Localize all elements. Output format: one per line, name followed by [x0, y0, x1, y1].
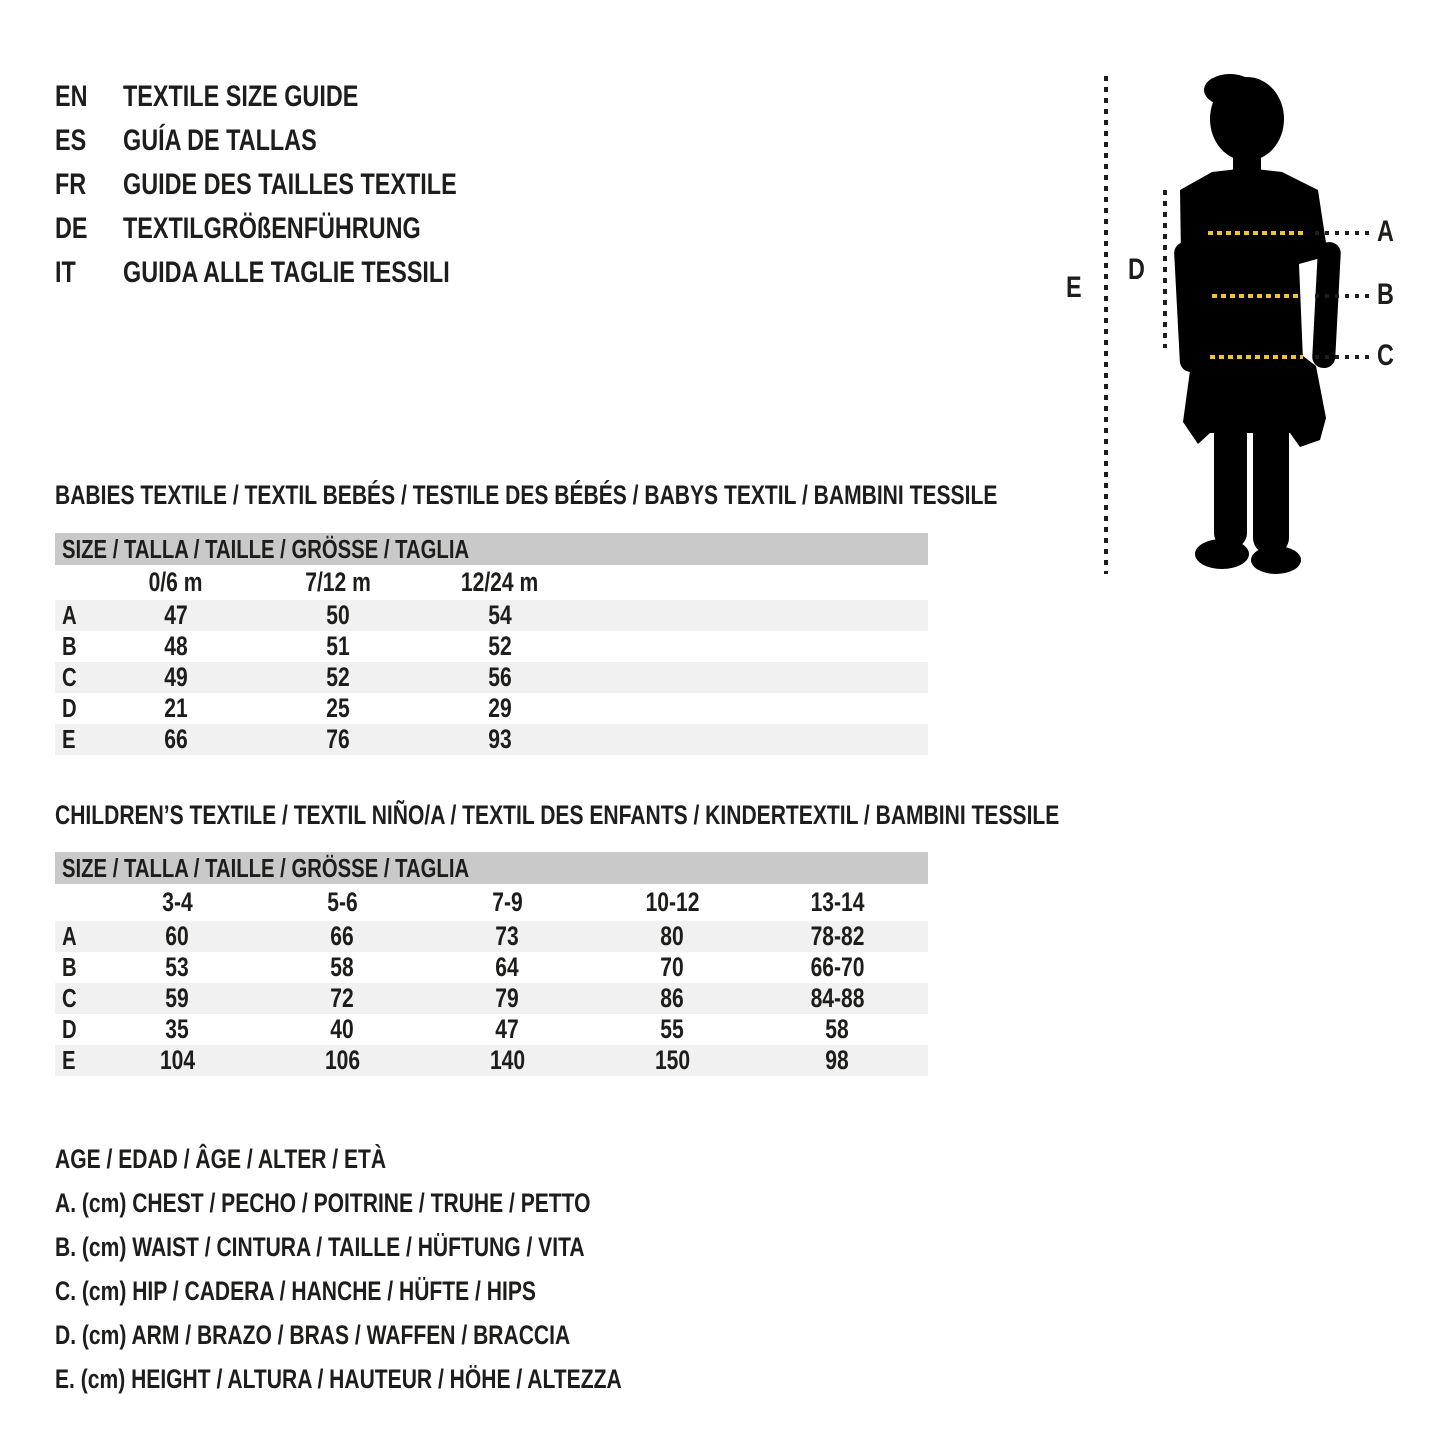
hip-line-black [1315, 355, 1370, 359]
language-code: ES [55, 124, 87, 157]
table-row [55, 693, 928, 724]
table-row [55, 1014, 928, 1045]
cell-value: 58 [330, 952, 355, 982]
children-size-header-bar: SIZE / TALLA / TAILLE / GRÖSSE / TAGLIA [55, 852, 928, 884]
cell-value: 29 [488, 693, 512, 723]
hip-line-yellow [1210, 355, 1303, 359]
row-label: B [62, 631, 77, 661]
babies-column-header-row [55, 565, 928, 600]
cell-value: 47 [164, 600, 188, 630]
legend-line: E. (cm) HEIGHT / ALTURA / HAUTEUR / HÖHE / ALTEZZA [55, 1364, 622, 1394]
babies-size-header-bar: SIZE / TALLA / TAILLE / GRÖSSE / TAGLIA [55, 533, 928, 565]
cell-value: 98 [825, 1045, 850, 1075]
cell-value: 47 [495, 1014, 520, 1044]
legend-line: D. (cm) ARM / BRAZO / BRAS / WAFFEN / BRACCIA [55, 1320, 571, 1350]
cell-value: 35 [165, 1014, 190, 1044]
language-title: GUIDA ALLE TAGLIE TESSILI [123, 256, 450, 289]
cell-value: 76 [326, 724, 350, 754]
column-header: 0/6 m [149, 567, 203, 597]
language-title: TEXTILGRÖßENFÜHRUNG [123, 212, 421, 245]
cell-value: 79 [495, 983, 520, 1013]
cell-value: 59 [165, 983, 190, 1013]
cell-value: 66-70 [810, 952, 865, 982]
cell-value: 25 [326, 693, 350, 723]
cell-value: 51 [326, 631, 350, 661]
cell-value: 78-82 [810, 921, 865, 951]
table-row [55, 1045, 928, 1076]
cell-value: 50 [326, 600, 350, 630]
cell-value: 40 [330, 1014, 355, 1044]
cell-value: 84-88 [810, 983, 865, 1013]
row-label: C [62, 662, 77, 692]
cell-value: 140 [489, 1045, 526, 1075]
row-label: D [62, 693, 77, 723]
column-header: 12/24 m [461, 567, 539, 597]
table-row [55, 952, 928, 983]
cell-value: 48 [164, 631, 188, 661]
table-row [55, 662, 928, 693]
row-label: B [62, 952, 77, 982]
column-header: 7/12 m [305, 567, 371, 597]
column-header: 5-6 [327, 887, 358, 917]
cell-value: 86 [660, 983, 685, 1013]
chest-label: A [1377, 215, 1394, 248]
row-label: A [62, 921, 77, 951]
cell-value: 93 [488, 724, 512, 754]
legend-line: B. (cm) WAIST / CINTURA / TAILLE / HÜFTUNG / VITA [55, 1232, 585, 1262]
cell-value: 53 [165, 952, 190, 982]
language-list [55, 80, 655, 310]
height-label: E [1066, 271, 1082, 304]
cell-value: 70 [660, 952, 685, 982]
language-code: IT [55, 256, 76, 289]
legend-line: AGE / EDAD / ÂGE / ALTER / ETÀ [55, 1144, 387, 1174]
table-row [55, 921, 928, 952]
arm-label: D [1128, 253, 1145, 286]
row-label: E [62, 724, 76, 754]
table-row [55, 983, 928, 1014]
table-row [55, 600, 928, 631]
cell-value: 21 [164, 693, 188, 723]
language-code: DE [55, 212, 88, 245]
cell-value: 66 [330, 921, 355, 951]
language-code: EN [55, 80, 88, 113]
cell-value: 52 [488, 631, 512, 661]
children-column-header-row [55, 884, 928, 921]
cell-value: 64 [495, 952, 520, 982]
language-title: GUIDE DES TAILLES TEXTILE [123, 168, 457, 201]
cell-value: 58 [825, 1014, 850, 1044]
cell-value: 49 [164, 662, 188, 692]
column-header: 10-12 [645, 887, 700, 917]
cell-value: 52 [326, 662, 350, 692]
table-row [55, 631, 928, 662]
cell-value: 56 [488, 662, 512, 692]
waist-line-black [1315, 294, 1370, 298]
waist-line-yellow [1212, 294, 1300, 298]
cell-value: 66 [164, 724, 188, 754]
row-label: E [62, 1045, 76, 1075]
row-label: A [62, 600, 77, 630]
row-label: D [62, 1014, 77, 1044]
measurement-legend [55, 1143, 855, 1423]
language-title: GUÍA DE TALLAS [123, 124, 317, 157]
hip-label: C [1377, 339, 1394, 372]
table-row [55, 724, 928, 755]
cell-value: 72 [330, 983, 355, 1013]
cell-value: 104 [159, 1045, 196, 1075]
cell-value: 55 [660, 1014, 685, 1044]
column-header: 7-9 [492, 887, 523, 917]
column-header: 3-4 [162, 887, 193, 917]
children-section-heading: CHILDREN’S TEXTILE / TEXTIL NIÑO/A / TEXTIL DES ENFANTS / KINDERTEXTIL / BAMBINI TESSILE [55, 800, 1060, 830]
language-title: TEXTILE SIZE GUIDE [123, 80, 359, 113]
cell-value: 80 [660, 921, 685, 951]
cell-value: 54 [488, 600, 512, 630]
chest-line-black [1315, 231, 1370, 235]
arm-measure-line [1163, 190, 1167, 348]
cell-value: 150 [654, 1045, 691, 1075]
chest-line-yellow [1208, 231, 1303, 235]
waist-label: B [1377, 278, 1394, 311]
language-code: FR [55, 168, 87, 201]
babies-section-heading: BABIES TEXTILE / TEXTIL BEBÉS / TESTILE DES BÉBÉS / BABYS TEXTIL / BAMBINI TESSILE [55, 480, 998, 510]
column-header: 13-14 [810, 887, 865, 917]
legend-line: A. (cm) CHEST / PECHO / POITRINE / TRUHE / PETTO [55, 1188, 591, 1218]
cell-value: 60 [165, 921, 190, 951]
cell-value: 106 [324, 1045, 361, 1075]
legend-line: C. (cm) HIP / CADERA / HANCHE / HÜFTE / HIPS [55, 1276, 536, 1306]
cell-value: 73 [495, 921, 520, 951]
row-label: C [62, 983, 77, 1013]
